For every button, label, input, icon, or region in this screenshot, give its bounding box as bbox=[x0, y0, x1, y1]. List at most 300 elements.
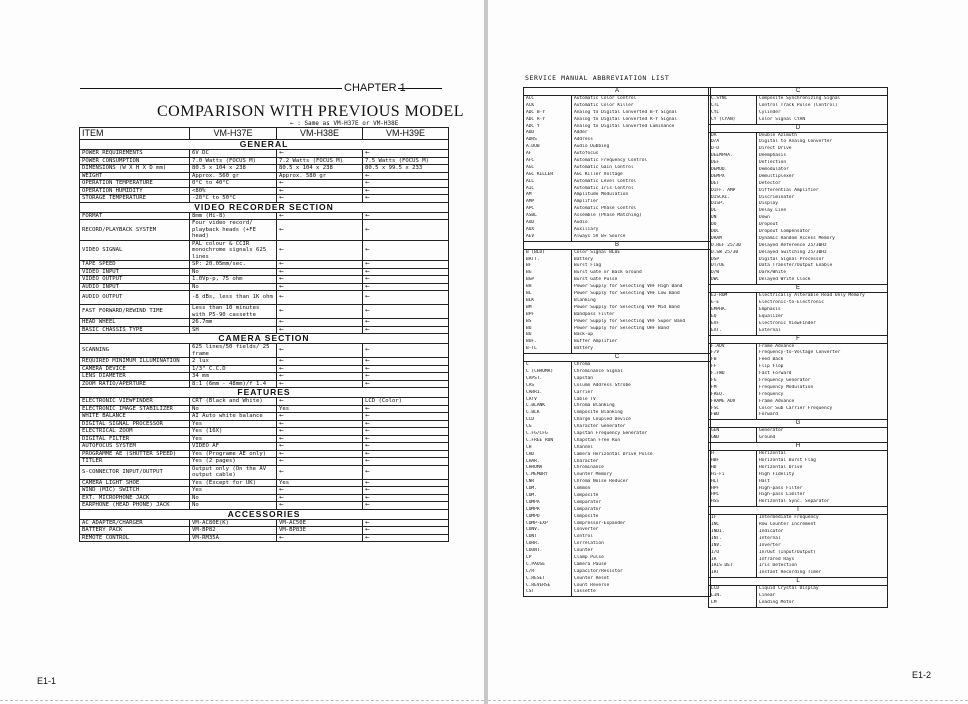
value-cell: Yes (16X) bbox=[190, 428, 277, 436]
abbreviation-meaning: Composite Blanking bbox=[574, 410, 623, 416]
abbreviation: DEMPX bbox=[709, 174, 757, 181]
abbreviation: CHROMA bbox=[524, 465, 572, 472]
value-cell: Approx. 580 gr bbox=[277, 172, 363, 180]
value-cell: ← bbox=[363, 220, 449, 241]
value-cell: ← bbox=[363, 150, 449, 158]
abbreviation-row bbox=[709, 406, 887, 413]
table-row bbox=[80, 165, 449, 173]
value-cell: ← bbox=[363, 344, 449, 358]
abbreviation-meaning: Camera Horizontal Drive Pulse bbox=[574, 451, 653, 457]
abbreviation-meaning: Digital Signal Processor bbox=[759, 256, 825, 262]
abbreviation: AEV bbox=[524, 234, 572, 241]
item-cell: PROGRAMME AE (SHUTTER SPEED) bbox=[80, 450, 190, 458]
abbreviation-row bbox=[709, 435, 887, 442]
abbreviation: CNR bbox=[524, 479, 572, 486]
abbreviation: I/O bbox=[709, 550, 757, 557]
abbreviation-row bbox=[709, 307, 887, 314]
value-cell: ← bbox=[363, 450, 449, 458]
abbreviation-meaning: Chrominance bbox=[574, 465, 604, 471]
value-cell: ← bbox=[363, 291, 449, 305]
abbreviation-row bbox=[524, 452, 710, 459]
abbreviation-group bbox=[709, 285, 887, 335]
abbreviation: HPF bbox=[709, 486, 757, 493]
abbreviation-meaning: Cassette bbox=[574, 589, 596, 595]
abbreviation-row bbox=[709, 492, 887, 499]
abbreviation-meaning: Halt bbox=[759, 478, 770, 484]
value-cell: ← bbox=[277, 150, 363, 158]
abbreviation-meaning: Autofocus bbox=[574, 151, 599, 157]
value-cell: ← bbox=[277, 240, 363, 261]
abbreviation-meaning: Power Supply for Selecting VHF Low Band bbox=[574, 291, 680, 297]
value-cell: Yes bbox=[277, 405, 363, 413]
item-cell: AC ADAPTER/CHARGER bbox=[80, 519, 190, 527]
abbreviation: AGC KILLER bbox=[524, 172, 572, 179]
value-cell: VM-AC50E bbox=[277, 519, 363, 527]
abbreviation-row bbox=[709, 270, 887, 277]
abbreviation-meaning: Chapstan Free Run bbox=[574, 437, 621, 443]
abbreviation: COMPO bbox=[524, 514, 572, 521]
abbreviation-meaning: Infrared Rays bbox=[759, 556, 795, 562]
section-title: ACCESSORIES bbox=[80, 509, 449, 519]
abbreviation-row bbox=[524, 234, 710, 241]
abbreviation-meaning: Analog to Digital Converted R-Y Signal bbox=[574, 116, 677, 122]
item-cell: TAPE SPEED bbox=[80, 261, 190, 269]
page-number: E1-1 bbox=[37, 676, 57, 686]
column-header: VM-H37E bbox=[190, 128, 277, 140]
item-cell: RECORD/PLAYBACK SYSTEM bbox=[80, 220, 190, 241]
abbreviation: ADC R-Y bbox=[524, 117, 572, 124]
abbreviation: CONV. bbox=[524, 527, 572, 534]
value-cell: 7.0 Watts (FOCUS M) bbox=[190, 157, 277, 165]
abbreviation: DEMOD. bbox=[709, 167, 757, 174]
abbreviation-meaning: Battery bbox=[574, 346, 593, 352]
abbreviation-row bbox=[524, 199, 710, 206]
abbreviation: INV. bbox=[709, 543, 757, 550]
abbreviation-group bbox=[709, 420, 887, 443]
value-cell: CRT (Black and White) bbox=[190, 398, 277, 406]
abbreviation-row bbox=[709, 350, 887, 357]
item-cell: ELECTRICAL ZOOM bbox=[80, 428, 190, 436]
abbreviation: DISP. bbox=[709, 201, 757, 208]
abbreviation: IR bbox=[709, 557, 757, 564]
item-cell: DIMENSIONS (W X H X D mm) bbox=[80, 165, 190, 173]
abbreviation: CG bbox=[524, 424, 572, 431]
abbreviation-row bbox=[524, 346, 710, 353]
value-cell: 80.5 x 99.5 x 233 bbox=[363, 165, 449, 173]
abbreviation-row bbox=[524, 534, 710, 541]
abbreviation-meaning: Count Reverse bbox=[574, 582, 610, 588]
table-row bbox=[80, 157, 449, 165]
table-row bbox=[80, 283, 449, 291]
value-cell: ← bbox=[363, 276, 449, 284]
item-cell: VIDEO SIGNAL bbox=[80, 240, 190, 261]
abbreviation-meaning: Frequency-to-Voltage Converter bbox=[759, 350, 841, 356]
abbreviation: BM bbox=[524, 305, 572, 312]
abbreviation-row bbox=[709, 570, 887, 577]
abbreviation-row bbox=[709, 371, 887, 378]
column-header: VM-H38E bbox=[277, 128, 363, 140]
abbreviation-meaning: Chroma bbox=[574, 362, 591, 368]
abbreviation-row bbox=[709, 536, 887, 543]
abbreviation: BG bbox=[524, 270, 572, 277]
abbreviation-meaning: Horizontal Sync. Separator bbox=[759, 499, 830, 505]
abbreviation-row bbox=[709, 236, 887, 243]
abbreviation-row bbox=[709, 314, 887, 321]
table-row bbox=[80, 276, 449, 284]
abbreviation: C/R bbox=[524, 569, 572, 576]
abbreviation-row bbox=[524, 369, 710, 376]
table-row bbox=[80, 365, 449, 373]
abbreviation-row bbox=[524, 541, 710, 548]
abbreviation: IRIS DET bbox=[709, 563, 757, 570]
abbreviation-meaning: Direct Drive bbox=[759, 146, 792, 152]
abbreviation-row bbox=[524, 576, 710, 583]
abbreviation-row bbox=[709, 139, 887, 146]
value-cell: ← bbox=[363, 479, 449, 487]
abbreviation-row bbox=[524, 486, 710, 493]
value-cell: ← bbox=[277, 212, 363, 220]
table-row bbox=[80, 373, 449, 381]
abbreviation: C.BLK bbox=[524, 410, 572, 417]
abbreviation-row bbox=[709, 181, 887, 188]
abbreviation-meaning: Clamp Pulse bbox=[574, 555, 604, 560]
abbreviation: A.DUB bbox=[524, 144, 572, 151]
abbreviation: C.FG/CFG bbox=[524, 431, 572, 438]
abbreviation: D/W bbox=[709, 270, 757, 277]
item-cell: DIGITAL SIGNAL PROCESSOR bbox=[80, 420, 190, 428]
abbreviation: DISCRI. bbox=[709, 195, 757, 202]
section-header-row bbox=[80, 509, 449, 519]
group-letter: C bbox=[709, 88, 887, 96]
abbreviation-row bbox=[524, 110, 710, 117]
abbreviation: H bbox=[709, 451, 757, 458]
abbreviation: AM bbox=[524, 192, 572, 199]
value-cell: ← bbox=[363, 420, 449, 428]
abbreviation-row bbox=[709, 515, 887, 522]
value-cell: ← bbox=[277, 195, 363, 203]
value-cell: ← bbox=[363, 380, 449, 388]
abbreviation-row bbox=[709, 392, 887, 399]
abbreviation: CP bbox=[524, 555, 572, 562]
abbreviation-row bbox=[709, 529, 887, 536]
table-row bbox=[80, 420, 449, 428]
abbreviation: D/A bbox=[709, 139, 757, 146]
abbreviation: DEF bbox=[709, 160, 757, 167]
item-cell: EARPHONE (HEAD PHONE) JACK bbox=[80, 502, 190, 510]
abbreviation: F.ADV bbox=[709, 344, 757, 351]
value-cell: ← bbox=[363, 428, 449, 436]
section-header-row bbox=[80, 388, 449, 398]
abbreviation-meaning: Back-up bbox=[574, 332, 593, 338]
abbreviation-row bbox=[709, 344, 887, 351]
abbreviation: CYL bbox=[709, 110, 757, 117]
abbreviation-meaning: Dark/White bbox=[759, 270, 787, 276]
page-number: E1-2 bbox=[912, 670, 932, 680]
abbreviation: CARRI. bbox=[524, 390, 572, 397]
value-cell: No bbox=[190, 494, 277, 502]
value-cell: SP: 20.05mm/sec. bbox=[190, 261, 277, 269]
abbreviation-row bbox=[709, 229, 887, 236]
abbreviation-meaning: Internal bbox=[759, 535, 781, 541]
value-cell: ← bbox=[277, 326, 363, 334]
table-row bbox=[80, 220, 449, 241]
abbreviation-meaning: Frame Advance bbox=[759, 343, 795, 349]
abbreviation: HBF bbox=[709, 458, 757, 465]
abbreviation-group bbox=[709, 125, 887, 286]
abbreviation: CAS bbox=[524, 383, 572, 390]
abbreviation-row bbox=[524, 383, 710, 390]
value-cell: VM-RM35A bbox=[190, 534, 277, 542]
value-cell: ← bbox=[277, 487, 363, 495]
abbreviation-row bbox=[709, 385, 887, 392]
item-cell: AUDIO OUTPUT bbox=[80, 291, 190, 305]
table-row bbox=[80, 212, 449, 220]
abbreviation-meaning: Frequency Generator bbox=[759, 377, 811, 383]
table-row bbox=[80, 487, 449, 495]
abbreviation: LCD bbox=[709, 586, 757, 593]
abbreviation-meaning: Correlation bbox=[574, 541, 604, 547]
abbreviation-meaning: Demultiplexer bbox=[759, 173, 795, 179]
abbreviation-row bbox=[524, 555, 710, 562]
value-cell: ← bbox=[277, 283, 363, 291]
abbreviation-meaning: Amplitude Modulation bbox=[574, 192, 629, 198]
value-cell: 8:1 (6mm - 48mm)/f 1.4 bbox=[190, 380, 277, 388]
value-cell: ← bbox=[363, 305, 449, 319]
abbreviation-meaning: Compressor-Expander bbox=[574, 520, 626, 526]
abbreviation-row bbox=[524, 284, 710, 291]
abbreviation-row bbox=[524, 548, 710, 555]
value-cell: ← bbox=[277, 458, 363, 466]
abbreviation-row bbox=[524, 472, 710, 479]
value-cell: ← bbox=[277, 261, 363, 269]
abbreviation: AGC bbox=[524, 165, 572, 172]
abbreviation-row bbox=[709, 250, 887, 257]
abbreviation: INT. bbox=[709, 536, 757, 543]
abbreviation: C.PAUSE bbox=[524, 562, 572, 569]
group-letter: A bbox=[524, 88, 710, 96]
abbreviation: BGP bbox=[524, 277, 572, 284]
item-cell: FAST FORWARD/REWIND TIME bbox=[80, 305, 190, 319]
abbreviation-row bbox=[524, 130, 710, 137]
abbreviation-meaning: Equalizer bbox=[759, 313, 784, 319]
group-letter: E bbox=[709, 285, 887, 293]
value-cell: 625 lines/50 fields/ 25 frame bbox=[190, 344, 277, 358]
abbreviation: LIN. bbox=[709, 593, 757, 600]
value-cell: ← bbox=[277, 450, 363, 458]
abbreviation-meaning: Amplifier bbox=[574, 199, 599, 205]
group-letter: I bbox=[709, 507, 887, 515]
abbreviation-row bbox=[524, 291, 710, 298]
table-row bbox=[80, 534, 449, 542]
abbreviation: C.BLANK bbox=[524, 403, 572, 410]
abbreviation-meaning: Feed Back bbox=[759, 357, 784, 363]
table-row bbox=[80, 150, 449, 158]
abbreviation-meaning: Audio bbox=[574, 220, 588, 226]
abbreviation-row bbox=[524, 417, 710, 424]
item-cell: STORAGE TEMPERATURE bbox=[80, 195, 190, 203]
abbreviation: FF bbox=[709, 364, 757, 371]
table-row bbox=[80, 450, 449, 458]
item-cell: VIDEO INPUT bbox=[80, 268, 190, 276]
abbreviation-meaning: Composite Synchronizing Signal bbox=[759, 96, 841, 101]
abbreviation-meaning: Comparator bbox=[574, 499, 602, 505]
abbreviation-row bbox=[709, 465, 887, 472]
scan-edge bbox=[488, 700, 968, 701]
abbreviation-row bbox=[524, 500, 710, 507]
value-cell: ← bbox=[363, 358, 449, 366]
abbreviation-row bbox=[524, 124, 710, 131]
abbreviation-meaning: Differential Amplifier bbox=[759, 187, 819, 193]
value-cell: 0°C to 40°C bbox=[190, 180, 277, 188]
abbreviation: COMP-EXP bbox=[524, 521, 572, 528]
abbreviation: EQ bbox=[709, 314, 757, 321]
abbreviation-row bbox=[709, 117, 887, 124]
abbreviation: DOC bbox=[709, 229, 757, 236]
table-row bbox=[80, 344, 449, 358]
abbreviation: ADC B-Y bbox=[524, 110, 572, 117]
abbreviation-meaning: Control Track Pulse (Control) bbox=[759, 102, 838, 108]
abbreviation-meaning: Capacitor/Resistor bbox=[574, 568, 623, 574]
value-cell: ← bbox=[363, 172, 449, 180]
abbreviation-row bbox=[524, 144, 710, 151]
table-header-row bbox=[80, 128, 449, 140]
abbreviation-row bbox=[709, 160, 887, 167]
abbreviation: BLK bbox=[524, 298, 572, 305]
abbreviation-meaning: Character Generator bbox=[574, 424, 626, 430]
abbreviation: ADD bbox=[524, 130, 572, 137]
abbreviation: DRAM bbox=[709, 236, 757, 243]
abbreviation-group bbox=[709, 507, 887, 578]
table-row bbox=[80, 527, 449, 535]
abbreviation-row bbox=[524, 514, 710, 521]
abbreviation-meaning: Automatic Gain Control bbox=[574, 164, 634, 170]
abbreviation: BATT. bbox=[524, 257, 572, 264]
table-row bbox=[80, 268, 449, 276]
abbreviation: C.RESET bbox=[524, 576, 572, 583]
page-title: COMPARISON WITH PREVIOUS MODEL bbox=[157, 103, 465, 120]
abbreviation-group bbox=[709, 443, 887, 507]
abbreviation-meaning: Bandpass Filter bbox=[574, 311, 615, 317]
abbreviation-meaning: AGC Killer Voltage bbox=[574, 171, 623, 177]
abbreviation: DL bbox=[709, 208, 757, 215]
abbreviation: ASBL bbox=[524, 213, 572, 220]
abbreviation-row bbox=[524, 277, 710, 284]
abbreviation-row bbox=[524, 137, 710, 144]
abbreviation-row bbox=[709, 486, 887, 493]
abbreviation-row bbox=[524, 521, 710, 528]
abbreviation-row bbox=[524, 213, 710, 220]
abbreviation-meaning: Counter Reset bbox=[574, 575, 610, 581]
abbreviation-row bbox=[524, 390, 710, 397]
abbreviation: ACK bbox=[524, 103, 572, 110]
abbreviation: AUD bbox=[524, 220, 572, 227]
abbreviation-meaning: Frequency Modulation bbox=[759, 384, 814, 390]
abbreviation-meaning: Horizontal Burst Flag bbox=[759, 457, 816, 463]
item-cell: AUTOFOCUS SYSTEM bbox=[80, 443, 190, 451]
abbreviation-meaning: Frequency bbox=[759, 391, 784, 397]
abbreviation-meaning: Charge Coupled Device bbox=[574, 417, 631, 423]
abbreviation-meaning: Frame Advance bbox=[759, 398, 795, 404]
abbreviation-row bbox=[709, 277, 887, 284]
abbreviation: FSC bbox=[709, 406, 757, 413]
abbreviation-meaning: Fast Forward bbox=[759, 371, 792, 377]
abbreviation-meaning: Electronic-to-Electronic bbox=[759, 300, 825, 306]
abbreviation-row bbox=[524, 206, 710, 213]
abbreviation: C.SYNC bbox=[709, 96, 757, 103]
abbreviation: ADC Y bbox=[524, 124, 572, 131]
abbreviation-row bbox=[709, 257, 887, 264]
abbreviation-meaning: Cylinder bbox=[759, 109, 781, 115]
abbreviation-meaning: Down bbox=[759, 215, 770, 221]
abbreviation-row bbox=[524, 319, 710, 326]
value-cell: ← bbox=[277, 358, 363, 366]
abbreviation: EVF bbox=[709, 321, 757, 328]
abbreviation: GEN bbox=[709, 428, 757, 435]
abbreviation-row bbox=[709, 222, 887, 229]
abbreviation-meaning: Color Signal CYAN bbox=[759, 116, 806, 122]
value-cell: Yes (2 pages) bbox=[190, 458, 277, 466]
abbreviation-meaning: Power Supply for Selecting VHF Mid Band bbox=[574, 304, 680, 310]
value-cell: Yes bbox=[190, 435, 277, 443]
value-cell: ← bbox=[363, 326, 449, 334]
abbreviation-meaning: Horizontal Drive bbox=[759, 464, 803, 470]
abbreviation: BUF. bbox=[524, 339, 572, 346]
abbreviation-row bbox=[524, 479, 710, 486]
abbreviation: FWD bbox=[709, 412, 757, 419]
item-cell: POWER CONSUMPTION bbox=[80, 157, 190, 165]
value-cell: ← bbox=[277, 305, 363, 319]
abbreviation: EXT. bbox=[709, 328, 757, 335]
abbreviation-meaning: Delay Line bbox=[759, 208, 787, 214]
abbreviation-row bbox=[524, 438, 710, 445]
abbreviation: FM bbox=[709, 385, 757, 392]
abbreviation-row bbox=[524, 263, 710, 270]
table-row bbox=[80, 413, 449, 421]
abbreviation-row bbox=[524, 250, 710, 257]
chapter-label: CHAPTER 1 bbox=[344, 82, 406, 94]
abbreviation-row bbox=[709, 357, 887, 364]
abbreviation-meaning: Delayed Reference 25/30Hz bbox=[759, 242, 827, 248]
abbreviation-row bbox=[709, 133, 887, 140]
table-row bbox=[80, 398, 449, 406]
item-cell: VIDEO OUTPUT bbox=[80, 276, 190, 284]
chapter-banner bbox=[80, 82, 442, 96]
abbreviation: D.SW 25/30 bbox=[709, 250, 757, 257]
abbreviation-row bbox=[524, 305, 710, 312]
value-cell: 7.2 Watts (FOCUS M) bbox=[277, 157, 363, 165]
value-cell: ← bbox=[277, 413, 363, 421]
item-cell: CAMERA DEVICE bbox=[80, 365, 190, 373]
table-row bbox=[80, 494, 449, 502]
abbreviation: COMPR bbox=[524, 507, 572, 514]
abbreviation-meaning: Power Supply for Selecting VHF Super Band bbox=[574, 318, 686, 324]
column-header: ITEM bbox=[80, 128, 190, 140]
abbreviation-row bbox=[709, 96, 887, 103]
value-cell: ← bbox=[277, 435, 363, 443]
value-cell: Less than 10 minutes with P5-90 cassette bbox=[190, 305, 277, 319]
abbreviation: C bbox=[524, 362, 572, 369]
abbreviation-row bbox=[524, 562, 710, 569]
abbreviation: AMP bbox=[524, 199, 572, 206]
abbreviation-meaning: In/Out (Input/Output) bbox=[759, 549, 816, 555]
value-cell: 1/3" C.C.D bbox=[190, 365, 277, 373]
item-cell: DIGITAL FILTER bbox=[80, 435, 190, 443]
abbreviation-row bbox=[524, 445, 710, 452]
abbreviation: F/V bbox=[709, 350, 757, 357]
abbreviation: IRT bbox=[709, 570, 757, 577]
value-cell: ← bbox=[363, 435, 449, 443]
value-cell: Approx. 560 gr bbox=[190, 172, 277, 180]
